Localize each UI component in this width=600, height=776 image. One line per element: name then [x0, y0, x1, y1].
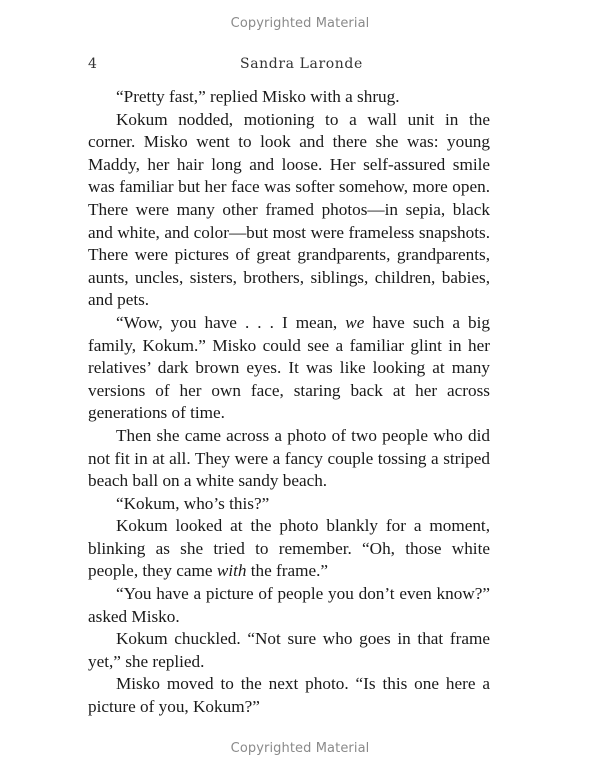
paragraph-text: Then she came across a photo of two people who did not fit in at all. They were a fancy couple tossing a striped beach ball on a white sandy beach. — [88, 425, 490, 491]
paragraph — [88, 109, 490, 312]
paragraph-text: Kokum looked at the photo blankly for a moment, blinking as she tried to remember. “Oh, those white people, they came — [88, 516, 490, 581]
paragraph — [88, 515, 490, 583]
paragraph — [88, 673, 490, 718]
running-header — [88, 56, 488, 76]
page-number: 4 — [88, 56, 97, 72]
body-text — [88, 86, 490, 719]
paragraph — [88, 583, 490, 628]
copyright-watermark-bottom: Copyrighted Material — [230, 741, 370, 756]
paragraph-text: Kokum chuckled. “Not sure who goes in that frame yet,” she replied. — [88, 629, 490, 671]
emphasis-text: with — [216, 561, 247, 581]
paragraph-text: “Wow, you have . . . I mean, — [116, 312, 346, 332]
copyright-watermark-top: Copyrighted Material — [230, 16, 370, 31]
paragraph-text: “Kokum, who’s this?” — [116, 493, 270, 513]
paragraph-text: Misko moved to the next photo. “Is this one here a picture of you, Kokum?” — [88, 674, 490, 717]
paragraph — [88, 425, 490, 493]
running-title-author: Sandra Laronde — [240, 56, 363, 72]
paragraph — [88, 312, 490, 425]
paragraph — [88, 628, 490, 673]
paragraph — [88, 493, 490, 516]
paragraph-text: “You have a picture of people you don’t even know?” asked Misko. — [88, 584, 490, 626]
emphasis-text: we — [345, 312, 365, 332]
paragraph-text: Kokum nodded, motioning to a wall unit in the corner. Misko went to look and there she was: young Maddy, her hair long and loose. Her self-assured smile was familiar but her face was softer somehow, more open. There were many other framed photos—in sepia, black and white, and color—but most were frameless snapshots. There were pictures of great grandparents, grandparents, aunts, uncles, sisters, brothers, siblings, children, babies, and pets. — [88, 109, 490, 310]
paragraph-text: the frame.” — [246, 561, 329, 581]
paragraph-text: “Pretty fast,” replied Misko with a shrug. — [116, 87, 400, 106]
paragraph-text: have such a big family, Kokum.” Misko could see a familiar glint in her relatives’ dark brown eyes. It was like looking at many versions of her own face, staring back at her across generations of time. — [88, 312, 490, 423]
paragraph — [88, 86, 490, 109]
